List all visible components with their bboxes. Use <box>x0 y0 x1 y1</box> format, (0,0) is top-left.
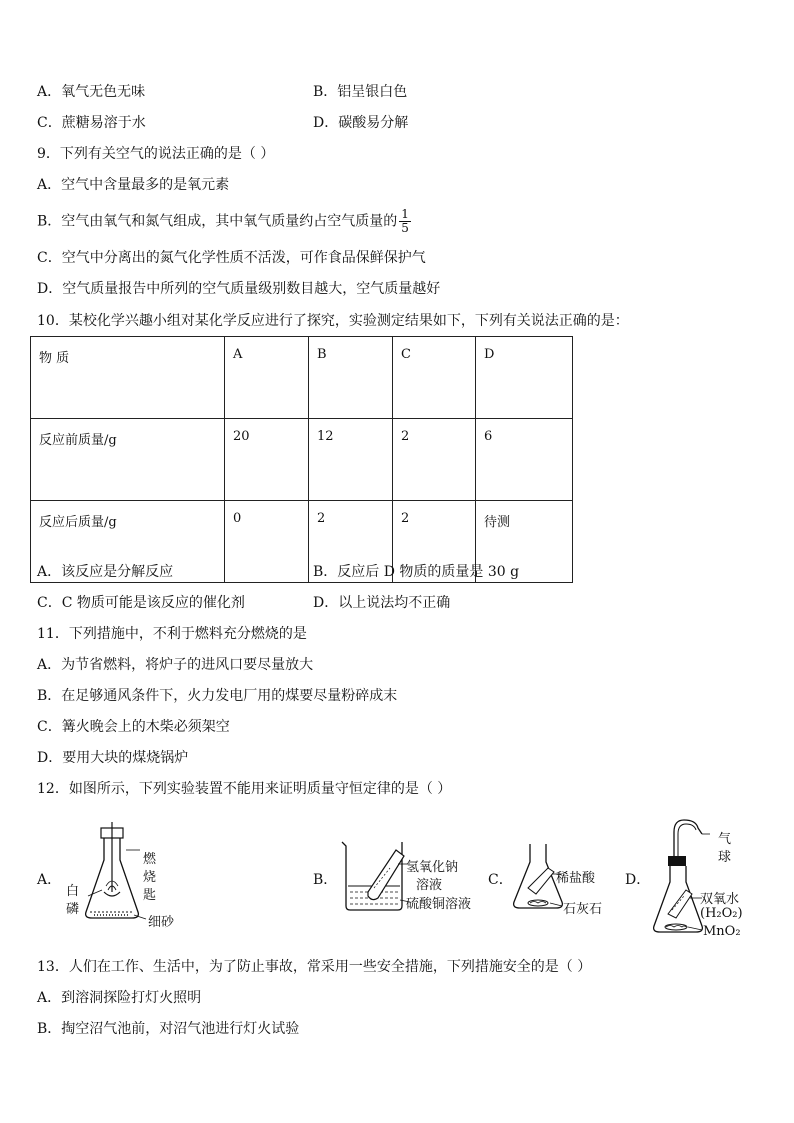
fraction-denominator: 5 <box>401 221 409 235</box>
table-cell: 物 质 <box>31 337 225 419</box>
table-row <box>31 419 573 501</box>
table-cell: 反应后质量/g <box>31 501 225 583</box>
q9-option-b: B．空气由氧气和氮气组成，其中氧气质量约占空气质量的 <box>37 213 398 230</box>
q8-option-a: A．氧气无色无味 <box>37 84 146 100</box>
q11-option-b: B．在足够通风条件下，火力发电厂用的煤要尽量粉碎成末 <box>37 688 398 704</box>
q10-option-b: B．反应后 D 物质的质量是 30 g <box>313 564 520 580</box>
q12-figure-a-label: A． <box>37 872 62 888</box>
q12-figure-d-label: D． <box>625 872 651 888</box>
table-cell: 待测 <box>476 501 573 583</box>
table-cell: D <box>476 337 573 419</box>
q12-b-text-3: 硫酸铜溶液 <box>406 897 472 912</box>
q12-a-text-2: 烧 <box>143 870 157 885</box>
table-row <box>31 337 573 419</box>
q12-d-text-4: (H₂O₂) <box>700 906 743 921</box>
q11-option-a: A．为节省燃料，将炉子的进风口要尽量放大 <box>37 657 314 673</box>
q12-c-text-1: 稀盐酸 <box>556 871 596 886</box>
table-cell: 2 <box>393 501 476 583</box>
table-cell: 12 <box>309 419 393 501</box>
fraction-numerator: 1 <box>401 207 409 221</box>
q12-figure-c-label: C． <box>488 872 513 888</box>
q8-option-d: D．碳酸易分解 <box>313 115 409 131</box>
q10-option-a: A．该反应是分解反应 <box>37 564 174 580</box>
q12-d-text-2: 球 <box>718 850 732 865</box>
q12-a-text-5: 磷 <box>66 902 80 917</box>
q11-option-c: C．篝火晚会上的木柴必须架空 <box>37 719 230 735</box>
q12-b-text-2: 溶液 <box>416 878 443 893</box>
q9-option-b-row <box>37 208 411 235</box>
fraction <box>399 208 411 235</box>
table-cell: 6 <box>476 419 573 501</box>
table-cell: B <box>309 337 393 419</box>
q12-figure-b-label: B． <box>313 872 338 888</box>
q13-option-b: B．掏空沼气池前，对沼气池进行灯火试验 <box>37 1021 300 1037</box>
q12-d-text-5: MnO₂ <box>703 924 741 939</box>
q9-option-c: C．空气中分离出的氮气化学性质不活泼，可作食品保鲜保护气 <box>37 250 426 266</box>
q12-a-text-1: 燃 <box>143 852 157 867</box>
q10-table <box>30 336 573 583</box>
q12-a-text-3: 匙 <box>143 888 157 903</box>
table-cell: A <box>225 337 309 419</box>
table-cell: 反应前质量/g <box>31 419 225 501</box>
q13-option-a: A．到溶洞探险打灯火照明 <box>37 990 202 1006</box>
q10-option-d: D．以上说法均不正确 <box>313 595 451 611</box>
q10-stem: 10．某校化学兴趣小组对某化学反应进行了探究，实验测定结果如下，下列有关说法正确的是： <box>37 313 629 329</box>
q12-d-text-1: 气 <box>718 832 732 847</box>
table-cell: 0 <box>225 501 309 583</box>
table-cell: 20 <box>225 419 309 501</box>
table-cell: 2 <box>393 419 476 501</box>
q9-option-a: A．空气中含量最多的是氧元素 <box>37 177 230 193</box>
q12-a-text-4: 白 <box>66 884 80 899</box>
q9-stem: 9．下列有关空气的说法正确的是（ ） <box>37 146 275 162</box>
q11-option-d: D．要用大块的煤烧锅炉 <box>37 750 189 766</box>
q12-stem: 12．如图所示，下列实验装置不能用来证明质量守恒定律的是（ ） <box>37 781 452 797</box>
q8-option-c: C．蔗糖易溶于水 <box>37 115 146 131</box>
q12-a-text-6: 细砂 <box>148 915 175 930</box>
q9-option-d: D．空气质量报告中所列的空气质量级别数目越大，空气质量越好 <box>37 281 441 297</box>
table-cell: C <box>393 337 476 419</box>
q11-stem: 11．下列措施中，不利于燃料充分燃烧的是 <box>37 626 307 642</box>
q12-d-text-3: 双氧水 <box>700 892 740 907</box>
table-cell: 2 <box>309 501 393 583</box>
q10-option-c: C．C 物质可能是该反应的催化剂 <box>37 595 245 611</box>
q12-c-text-2: 石灰石 <box>563 902 603 917</box>
q13-stem: 13．人们在工作、生活中，为了防止事故，常采用一些安全措施，下列措施安全的是（ ） <box>37 959 592 975</box>
q8-option-b: B．铝呈银白色 <box>313 84 408 100</box>
q12-b-text-1: 氢氧化钠 <box>406 860 459 875</box>
